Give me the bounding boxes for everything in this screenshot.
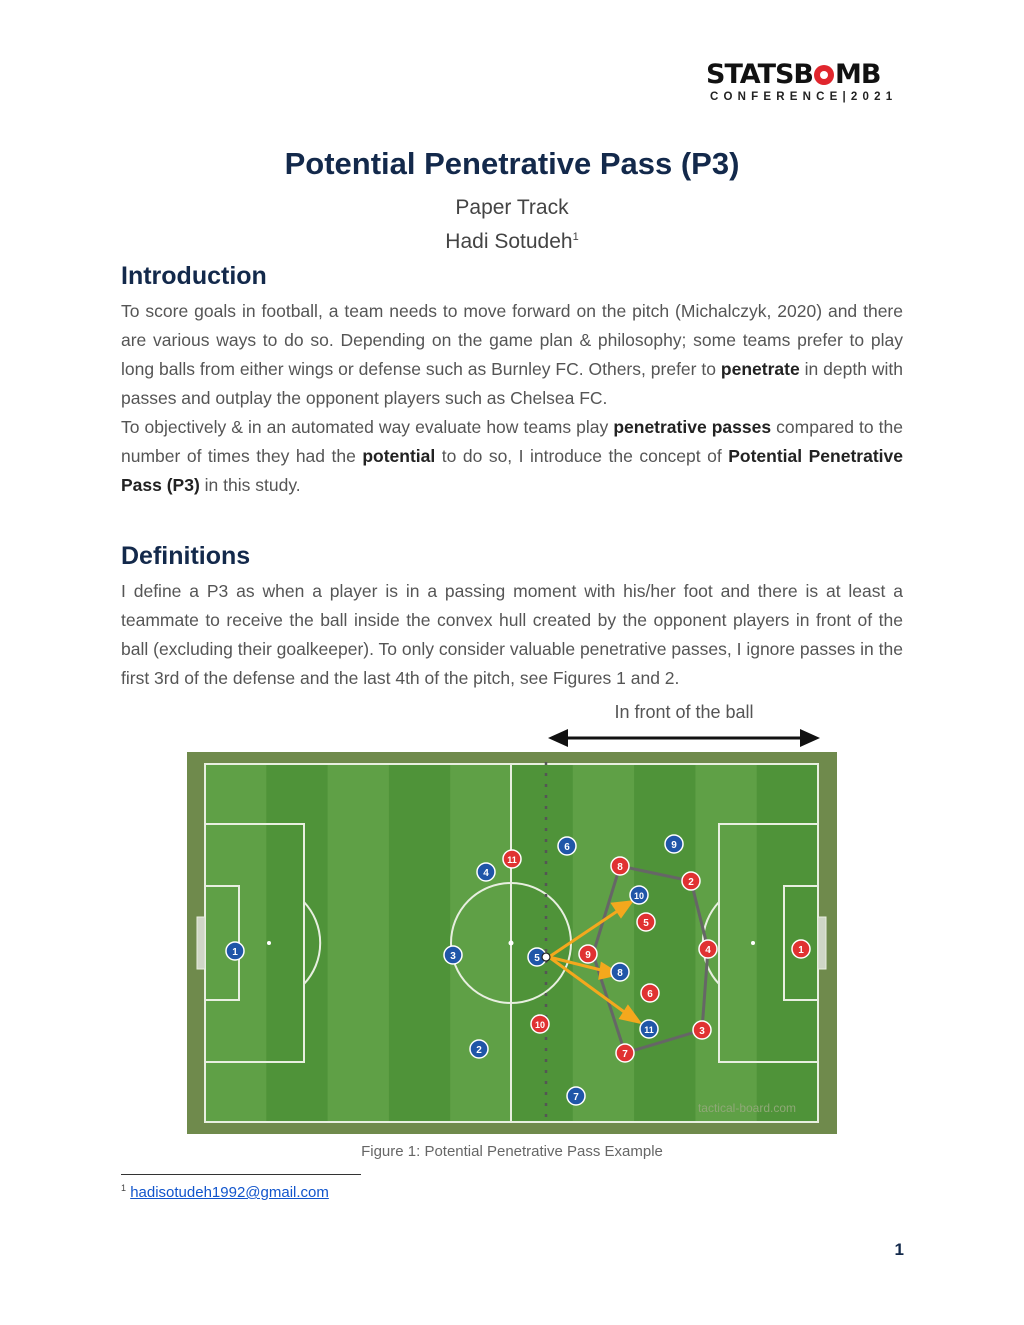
intro-paragraph-1: To score goals in football, a team needs to move forward on the pitch (Michalczyk, 2020) and there are various ways to do so. Depending on the game plan & philosophy; some teams prefer to play long balls from either wings or defense such as Burnley FC. Others, prefer to penetrate in depth with passes and outplay the opponent players such as Chelsea FC. [121,301,903,408]
intro-heading: Introduction [121,262,267,290]
svg-text:9: 9 [671,840,677,851]
paper-track: Paper Track [455,196,569,219]
svg-text:11: 11 [507,855,517,865]
page-number: 1 [894,1240,904,1259]
svg-text:7: 7 [622,1049,628,1060]
paper-author: Hadi Sotudeh$^1$ [445,230,579,253]
red-player-4 [699,940,717,958]
logo-ball-icon [814,65,834,85]
red-player-3 [693,1021,711,1039]
blue-player-10 [630,886,648,904]
pitch-diagram [187,752,837,1134]
statsbomb-conference-logo [706,60,900,104]
svg-text:11: 11 [644,1025,654,1035]
svg-text:5: 5 [643,918,649,929]
paper-title: Potential Penetrative Pass (P3) [284,146,740,181]
red-player-9 [579,945,597,963]
footnote-rule [121,1174,361,1175]
svg-text:8: 8 [617,968,623,979]
logo-subtitle: CONFERENCE|2021 [710,91,898,103]
logo-wordmark: STATSB MB [706,59,881,90]
intro-paragraph-2: To objectively & in an automated way evaluate how teams play penetrative passes compared to the number of times they had the potential to do so, I introduce the concept of Potential Penetrative Pass (P3) in this study. [121,417,903,495]
svg-text:6: 6 [564,842,570,853]
blue-player-8 [611,963,629,981]
definitions-paragraph: I define a P3 as when a player is in a passing moment with his/her foot and there is at least a teammate to receive the ball inside the convex hull created by the opponent players in front of the ball (excluding their goalkeeper). To only consider valuable penetrative passes, I ignore passes in the first 3rd of the defense and the last 4th of the pitch, see Figures 1 and 2. [121,581,903,688]
pitch-figure [187,752,837,1134]
blue-player-3 [444,946,462,964]
svg-text:4: 4 [705,945,711,956]
svg-text:3: 3 [699,1026,705,1037]
blue-player-11 [640,1020,658,1038]
svg-text:2: 2 [688,877,694,888]
blue-player-6 [558,837,576,855]
red-player-10 [531,1015,549,1033]
red-player-1 [792,940,810,958]
red-player-2 [682,872,700,890]
footnote-email-link[interactable]: hadisotudeh1992@gmail.com [130,1184,329,1201]
red-player-6 [641,984,659,1002]
figure-watermark: tactical-board.com [697,1101,797,1115]
definitions-heading: Definitions [121,542,251,570]
svg-text:2: 2 [476,1045,482,1056]
svg-text:10: 10 [534,1020,546,1030]
blue-player-2 [470,1040,488,1058]
blue-player-9 [665,835,683,853]
svg-text:8: 8 [617,862,623,873]
blue-player-4 [477,863,495,881]
ball-icon [542,953,550,961]
svg-text:7: 7 [573,1092,579,1103]
svg-text:9: 9 [585,950,591,961]
red-player-7 [616,1044,634,1062]
red-player-8 [611,857,629,875]
figure-caption: Figure 1: Potential Penetrative Pass Example [361,1143,663,1160]
svg-text:3: 3 [450,951,456,962]
svg-text:6: 6 [647,989,653,1000]
red-player-5 [637,913,655,931]
svg-text:4: 4 [483,868,489,879]
footnote: $^1$ hadisotudeh1992@gmail.com [121,1183,329,1201]
svg-text:1: 1 [798,945,804,956]
author-footnote-mark: 1 [572,231,579,243]
blue-player-1 [226,942,244,960]
svg-text:1: 1 [232,947,238,958]
blue-player-7 [567,1087,585,1105]
double-arrow-icon [546,702,822,748]
arrow-label: In front of the ball [614,702,754,722]
in-front-of-ball-annotation [546,702,822,748]
svg-text:10: 10 [633,891,645,901]
red-player-11 [503,850,521,868]
svg-text:5: 5 [534,953,540,964]
